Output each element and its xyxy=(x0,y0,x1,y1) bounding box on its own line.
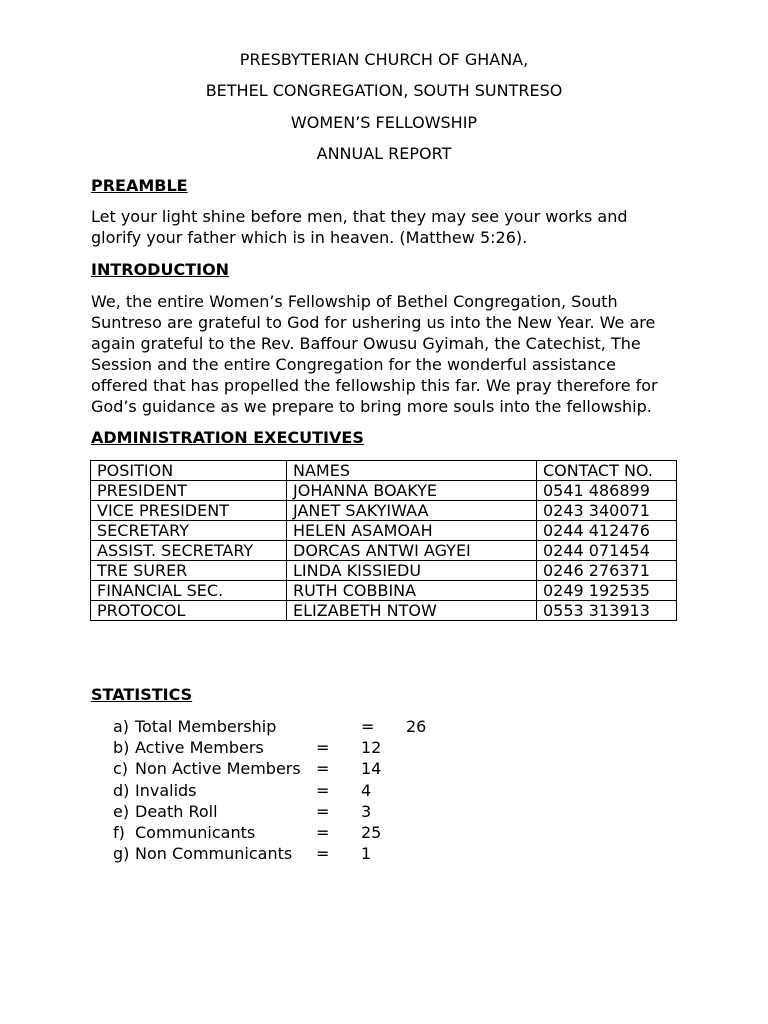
preamble-heading: PREAMBLE xyxy=(91,176,188,195)
position-cell: ASSIST. SECRETARY xyxy=(91,541,287,561)
contact-cell: 0243 340071 xyxy=(537,501,677,521)
position-cell: VICE PRESIDENT xyxy=(91,501,287,521)
name-cell: HELEN ASAMOAH xyxy=(287,521,537,541)
stat-label: Communicants xyxy=(135,822,256,842)
introduction-text xyxy=(91,291,681,417)
position-cell: SECRETARY xyxy=(91,521,287,541)
stat-label: Invalids xyxy=(135,780,197,800)
stat-letter: c) xyxy=(113,759,129,779)
statistics-heading: STATISTICS xyxy=(91,685,193,704)
name-cell: JANET SAKYIWAA xyxy=(287,501,537,521)
name-cell: RUTH COBBINA xyxy=(287,581,537,601)
table-row xyxy=(91,481,677,501)
preamble-line: Let your light shine before men, that they may see your works and xyxy=(91,207,628,226)
stat-equals: = xyxy=(316,738,330,758)
column-header-position: POSITION xyxy=(91,461,287,481)
stat-equals: = xyxy=(316,780,330,800)
administration-heading: ADMINISTRATION EXECUTIVES xyxy=(91,428,364,447)
table-row xyxy=(91,541,677,561)
stat-value: 4 xyxy=(361,780,372,800)
name-cell: JOHANNA BOAKYE xyxy=(287,481,537,501)
stat-letter: g) xyxy=(113,844,130,864)
introduction-heading: INTRODUCTION xyxy=(91,260,230,279)
introduction-line: Suntreso are grateful to God for ushering us into the New Year. We are xyxy=(91,313,656,332)
table-row xyxy=(91,601,677,621)
stat-letter: f) xyxy=(113,822,125,842)
position-cell: TRE SURER xyxy=(91,561,287,581)
introduction-line: We, the entire Women’s Fellowship of Bethel Congregation, South xyxy=(91,292,618,311)
table-row xyxy=(91,581,677,601)
header-church-name: PRESBYTERIAN CHURCH OF GHANA, xyxy=(239,50,529,69)
stat-label: Non Communicants xyxy=(135,844,293,864)
table-row xyxy=(91,501,677,521)
position-cell: FINANCIAL SEC. xyxy=(91,581,287,601)
contact-cell: 0249 192535 xyxy=(537,581,677,601)
header-congregation: BETHEL CONGREGATION, SOUTH SUNTRESO xyxy=(205,81,563,100)
contact-cell: 0244 071454 xyxy=(537,541,677,561)
stat-equals: = xyxy=(361,717,375,736)
stat-equals: = xyxy=(316,822,330,842)
stat-label: Non Active Members xyxy=(135,759,301,779)
stat-letter: d) xyxy=(113,780,130,800)
stat-equals: = xyxy=(316,759,330,779)
table-header-row xyxy=(91,461,677,481)
stat-letter: e) xyxy=(113,801,130,821)
name-cell: LINDA KISSIEDU xyxy=(287,561,537,581)
introduction-line: Session and the entire Congregation for the wonderful assistance xyxy=(91,355,616,374)
introduction-line: offered that has propelled the fellowship this far. We pray therefore for xyxy=(91,376,658,395)
introduction-line: God’s guidance as we prepare to bring more souls into the fellowship. xyxy=(91,397,652,416)
table-row xyxy=(91,521,677,541)
contact-cell: 0244 412476 xyxy=(537,521,677,541)
header-fellowship: WOMEN’S FELLOWSHIP xyxy=(290,113,478,132)
stat-value: 26 xyxy=(406,717,427,736)
preamble-line: glorify your father which is in heaven. (Matthew 5:26). xyxy=(91,228,528,247)
stat-letter: b) xyxy=(113,738,130,758)
introduction-line: again grateful to the Rev. Baffour Owusu Gyimah, the Catechist, The xyxy=(91,334,641,353)
column-header-contact: CONTACT NO. xyxy=(537,461,677,481)
name-cell: DORCAS ANTWI AGYEI xyxy=(287,541,537,561)
preamble-text xyxy=(91,206,681,248)
contact-cell: 0553 313913 xyxy=(537,601,677,621)
stat-label: Active Members xyxy=(135,738,264,758)
stat-value: 3 xyxy=(361,801,372,821)
stat-value: 1 xyxy=(361,844,372,864)
stat-value: 25 xyxy=(361,822,382,842)
stat-value: 12 xyxy=(361,738,382,758)
position-cell: PRESIDENT xyxy=(91,481,287,501)
stat-label: Death Roll xyxy=(135,801,218,821)
position-cell: PROTOCOL xyxy=(91,601,287,621)
table-row xyxy=(91,561,677,581)
header-report-title: ANNUAL REPORT xyxy=(316,144,452,163)
name-cell: ELIZABETH NTOW xyxy=(287,601,537,621)
stat-equals: = xyxy=(316,844,330,864)
contact-cell: 0541 486899 xyxy=(537,481,677,501)
stat-label: Total Membership xyxy=(135,717,277,736)
executives-table xyxy=(90,460,677,621)
column-header-names: NAMES xyxy=(287,461,537,481)
stat-equals: = xyxy=(316,801,330,821)
stat-letter: a) xyxy=(113,717,130,736)
contact-cell: 0246 276371 xyxy=(537,561,677,581)
stat-value: 14 xyxy=(361,759,382,779)
